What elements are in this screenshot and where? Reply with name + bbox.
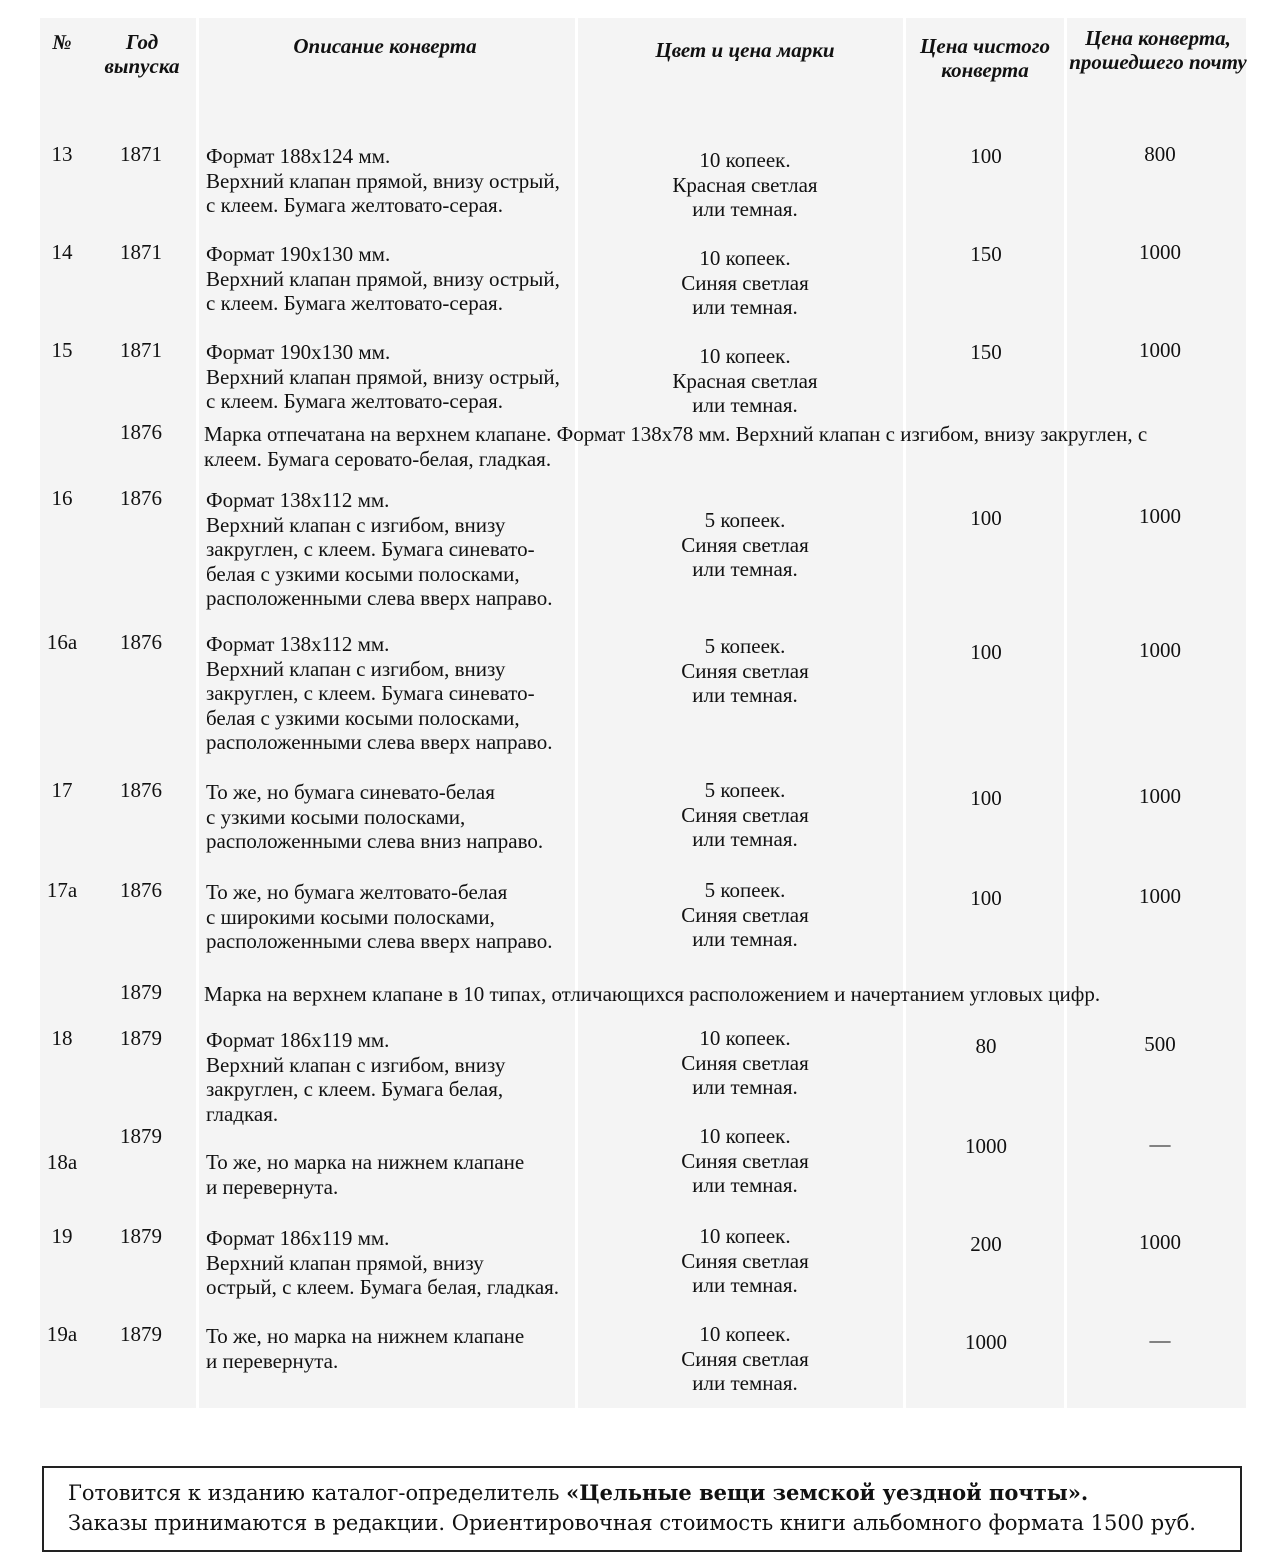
row-number: 19 bbox=[51, 1224, 73, 1248]
row-stamp bbox=[630, 344, 860, 418]
stamp-line: Синяя светлая bbox=[681, 270, 809, 295]
row-note: Марка на верхнем клапане в 10 типах, отличающихся расположением и начертанием угловых цифр. bbox=[204, 982, 1101, 1006]
clean-price: 100 bbox=[970, 640, 1002, 664]
description-line: То же, но бумага синевато-белая bbox=[206, 780, 495, 804]
used-price: 1000 bbox=[1139, 638, 1181, 662]
used-price: 800 bbox=[1144, 142, 1176, 166]
description-line: То же, но бумага желтовато-белая bbox=[206, 880, 508, 904]
row-year: 1871 bbox=[120, 142, 162, 166]
stamp-line: Синяя светлая bbox=[681, 1346, 809, 1371]
header-description: Описание конверта bbox=[293, 34, 477, 58]
row-stamp bbox=[630, 778, 860, 852]
description-line: с клеем. Бумага желтовато-серая. bbox=[206, 193, 503, 217]
description-line: расположенными слева вниз направо. bbox=[206, 829, 544, 853]
column-divider bbox=[1064, 18, 1067, 1408]
row-year: 1879 bbox=[120, 980, 162, 1004]
description-line: гладкая. bbox=[206, 1101, 279, 1126]
used-price: 1000 bbox=[1139, 504, 1181, 528]
column-divider bbox=[903, 18, 906, 1408]
description-line: Верхний клапан прямой, внизу острый, bbox=[206, 266, 560, 291]
stamp-line: или темная. bbox=[692, 295, 798, 319]
row-stamp bbox=[630, 1224, 860, 1298]
used-price: — bbox=[1149, 1132, 1171, 1156]
description-line: Формат 186х119 мм. bbox=[206, 1028, 390, 1052]
clean-price: 1000 bbox=[965, 1330, 1007, 1354]
stamp-line: Синяя светлая bbox=[681, 658, 809, 683]
description-line: и перевернута. bbox=[206, 1348, 339, 1373]
header-stamp: Цвет и цена марки bbox=[655, 38, 835, 62]
clean-price: 150 bbox=[970, 242, 1002, 266]
row-year: 1879 bbox=[120, 1026, 162, 1050]
advertisement-box bbox=[42, 1466, 1242, 1552]
description-line: Формат 138х112 мм. bbox=[206, 488, 390, 512]
used-price: 1000 bbox=[1139, 338, 1181, 362]
row-year: 1871 bbox=[120, 338, 162, 362]
row-number: 15 bbox=[51, 338, 73, 362]
row-year: 1871 bbox=[120, 240, 162, 264]
row-year: 1879 bbox=[120, 1224, 162, 1248]
row-description bbox=[206, 488, 586, 611]
row-year: 1876 bbox=[120, 630, 162, 654]
notice-line-2: Заказы принимаются в редакции. Ориентировочная стоимость книги альбомного формата 1500 руб. bbox=[68, 1511, 1196, 1535]
row-description bbox=[206, 242, 586, 316]
notice-prefix: Готовится к изданию каталог-определитель bbox=[68, 1481, 567, 1505]
row-description bbox=[206, 144, 586, 218]
row-year: 1876 bbox=[120, 420, 162, 444]
row-stamp bbox=[630, 878, 860, 952]
notice-book-title: «Цельные вещи земской уездной почты». bbox=[566, 1480, 1089, 1505]
description-line: с клеем. Бумага желтовато-серая. bbox=[206, 389, 503, 413]
notice-line-1 bbox=[68, 1478, 1216, 1508]
row-number: 14 bbox=[51, 240, 73, 264]
row-description bbox=[206, 340, 586, 414]
stamp-line: или темная. bbox=[692, 1173, 798, 1197]
header-year: Год выпуска bbox=[104, 30, 180, 78]
used-price: — bbox=[1149, 1328, 1171, 1352]
row-year: 1876 bbox=[120, 778, 162, 802]
column-divider bbox=[196, 18, 199, 1408]
description-line: То же, но марка на нижнем клапане bbox=[206, 1150, 525, 1174]
description-line: белая с узкими косыми полосками, bbox=[206, 561, 520, 586]
description-line: Верхний клапан с изгибом, внизу bbox=[206, 656, 506, 681]
stamp-line: или темная. bbox=[692, 1273, 798, 1297]
clean-price: 100 bbox=[970, 506, 1002, 530]
row-stamp bbox=[630, 148, 860, 222]
description-line: расположенными слева вверх направо. bbox=[206, 929, 553, 953]
header-num: № bbox=[52, 30, 72, 54]
description-line: с широкими косыми полосками, bbox=[206, 904, 495, 929]
row-number: 18а bbox=[46, 1150, 78, 1174]
description-line: закруглен, с клеем. Бумага синевато- bbox=[206, 681, 535, 705]
used-price: 500 bbox=[1144, 1032, 1176, 1056]
stamp-line: 10 копеек. bbox=[699, 344, 791, 368]
stamp-line: или темная. bbox=[692, 557, 798, 581]
stamp-line: Синяя светлая bbox=[681, 1148, 809, 1173]
stamp-line: или темная. bbox=[692, 827, 798, 851]
description-line: закруглен, с клеем. Бумага белая, bbox=[206, 1077, 504, 1101]
description-line: Формат 186х119 мм. bbox=[206, 1226, 390, 1250]
stamp-line: Синяя светлая bbox=[681, 902, 809, 927]
header-used-price: Цена конверта, прошедшего почту bbox=[1069, 26, 1247, 74]
clean-price: 100 bbox=[970, 886, 1002, 910]
row-stamp bbox=[630, 1124, 860, 1198]
row-number: 17а bbox=[46, 878, 78, 902]
description-line: Верхний клапан прямой, внизу bbox=[206, 1250, 484, 1275]
stamp-line: или темная. bbox=[692, 1371, 798, 1395]
stamp-line: Красная светлая bbox=[672, 368, 818, 393]
stamp-line: или темная. bbox=[692, 393, 798, 417]
stamp-line: Красная светлая bbox=[672, 172, 818, 197]
description-line: расположенными слева вверх направо. bbox=[206, 586, 553, 610]
clean-price: 1000 bbox=[965, 1134, 1007, 1158]
stamp-line: 10 копеек. bbox=[699, 246, 791, 270]
description-line: То же, но марка на нижнем клапане bbox=[206, 1324, 525, 1348]
used-price: 1000 bbox=[1139, 240, 1181, 264]
description-line: Верхний клапан прямой, внизу острый, bbox=[206, 168, 560, 193]
row-number: 16 bbox=[51, 486, 73, 510]
description-line: расположенными слева вверх направо. bbox=[206, 730, 553, 754]
stamp-line: или темная. bbox=[692, 927, 798, 951]
stamp-line: 10 копеек. bbox=[699, 1026, 791, 1050]
used-price: 1000 bbox=[1139, 884, 1181, 908]
stamp-line: или темная. bbox=[692, 1075, 798, 1099]
row-stamp bbox=[630, 1322, 860, 1396]
description-line: Формат 190х130 мм. bbox=[206, 340, 391, 364]
row-stamp bbox=[630, 634, 860, 708]
row-number: 16а bbox=[46, 630, 78, 654]
stamp-line: Синяя светлая bbox=[681, 1248, 809, 1273]
row-stamp bbox=[630, 508, 860, 582]
row-description bbox=[206, 1226, 586, 1300]
clean-price: 100 bbox=[970, 786, 1002, 810]
description-line: Формат 190х130 мм. bbox=[206, 242, 391, 266]
row-stamp bbox=[630, 246, 860, 320]
row-description bbox=[206, 1150, 586, 1199]
description-line: Формат 138х112 мм. bbox=[206, 632, 390, 656]
row-year: 1876 bbox=[120, 486, 162, 510]
clean-price: 150 bbox=[970, 340, 1002, 364]
description-line: белая с узкими косыми полосками, bbox=[206, 705, 520, 730]
row-year: 1876 bbox=[120, 878, 162, 902]
stamp-line: Синяя светлая bbox=[681, 1050, 809, 1075]
row-number: 17 bbox=[51, 778, 73, 802]
stamp-line: 5 копеек. bbox=[704, 508, 786, 532]
stamp-line: 10 копеек. bbox=[699, 1224, 791, 1248]
row-number: 18 bbox=[51, 1026, 73, 1050]
stamp-line: 5 копеек. bbox=[704, 634, 786, 658]
used-price: 1000 bbox=[1139, 1230, 1181, 1254]
row-description bbox=[206, 1324, 586, 1373]
stamp-line: или темная. bbox=[692, 197, 798, 221]
description-line: Верхний клапан с изгибом, внизу bbox=[206, 1052, 506, 1077]
row-number: 19а bbox=[46, 1322, 78, 1346]
row-description bbox=[206, 780, 586, 854]
description-line: закруглен, с клеем. Бумага синевато- bbox=[206, 537, 535, 561]
used-price: 1000 bbox=[1139, 784, 1181, 808]
row-description bbox=[206, 632, 586, 755]
stamp-line: Синяя светлая bbox=[681, 532, 809, 557]
header-clean-price: Цена чистого конверта bbox=[920, 34, 1050, 82]
stamp-line: 5 копеек. bbox=[704, 878, 786, 902]
row-year: 1879 bbox=[120, 1124, 162, 1148]
description-line: с клеем. Бумага желтовато-серая. bbox=[206, 291, 503, 315]
stamp-line: или темная. bbox=[692, 683, 798, 707]
clean-price: 100 bbox=[970, 144, 1002, 168]
stamp-line: 10 копеек. bbox=[699, 148, 791, 172]
row-note: Марка отпечатана на верхнем клапане. Формат 138х78 мм. Верхний клапан с изгибом, внизу закруглен, с клеем. Бумага серовато-белая, гладкая. bbox=[204, 422, 1148, 471]
description-line: и перевернута. bbox=[206, 1174, 339, 1199]
stamp-line: 10 копеек. bbox=[699, 1322, 791, 1346]
stamp-line: Синяя светлая bbox=[681, 802, 809, 827]
clean-price: 80 bbox=[975, 1034, 997, 1058]
description-line: Верхний клапан с изгибом, внизу bbox=[206, 512, 506, 537]
description-line: Верхний клапан прямой, внизу острый, bbox=[206, 364, 560, 389]
stamp-line: 10 копеек. bbox=[699, 1124, 791, 1148]
row-description bbox=[206, 880, 586, 954]
stamp-line: 5 копеек. bbox=[704, 778, 786, 802]
row-stamp bbox=[630, 1026, 860, 1100]
row-description bbox=[206, 1028, 586, 1126]
clean-price: 200 bbox=[970, 1232, 1002, 1256]
description-line: Формат 188х124 мм. bbox=[206, 144, 391, 168]
description-line: острый, с клеем. Бумага белая, гладкая. bbox=[206, 1275, 560, 1299]
row-number: 13 bbox=[51, 142, 73, 166]
row-year: 1879 bbox=[120, 1322, 162, 1346]
description-line: с узкими косыми полосками, bbox=[206, 804, 466, 829]
